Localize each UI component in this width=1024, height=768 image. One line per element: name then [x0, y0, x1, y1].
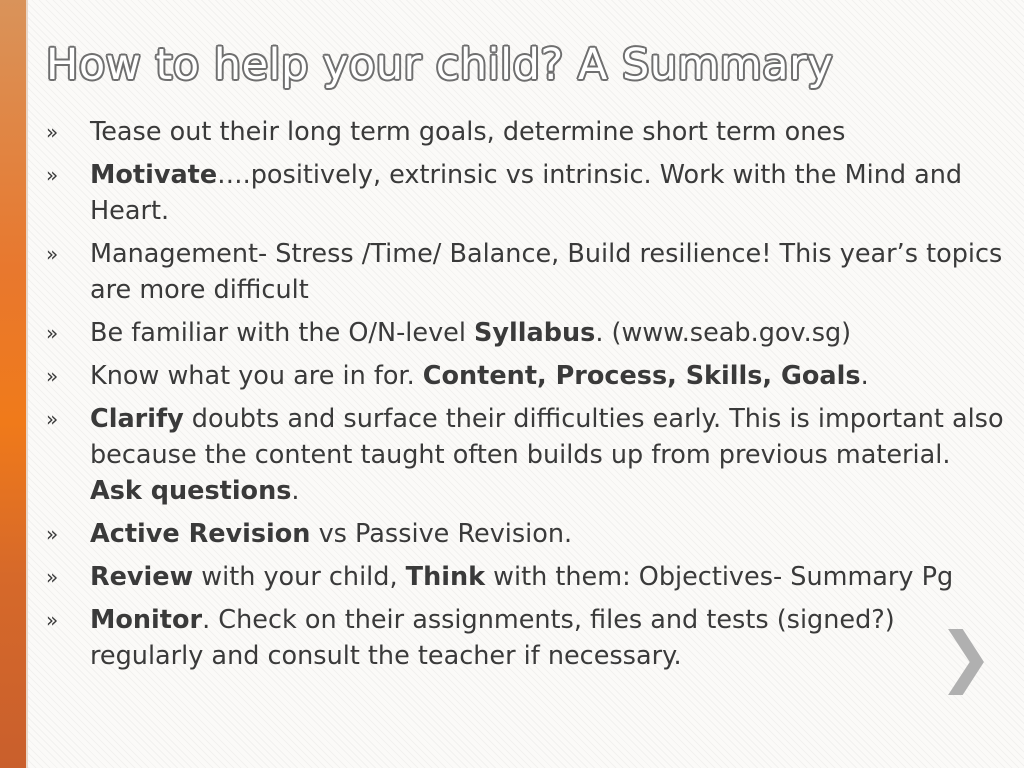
bullet-emphasis-text: Content, Process, Skills, Goals [422, 361, 861, 391]
bullet-text: Know what you are in for. [90, 361, 423, 391]
bullet-marker: » [46, 120, 59, 144]
bullet-text: . Check on their assignments, files and tests (signed?) regularly and consult the teacher if necessary. [90, 605, 895, 671]
bullet-text: Management- Stress /Time/ Balance, Build resilience! This year’s topics are more difficult [90, 239, 1003, 305]
bullet-text: . [291, 476, 300, 506]
bullet-list [44, 114, 1004, 681]
bullet-emphasis-text: Motivate [90, 160, 218, 190]
bullet-text: . (www.seab.gov.sg) [595, 318, 852, 348]
bullet-item [44, 559, 1004, 595]
bullet-marker: » [46, 608, 59, 632]
bullet-text: with them: Objectives- Summary Pg [485, 562, 954, 592]
bullet-text: Be familiar with the O/N-level [90, 318, 475, 348]
bullet-item [44, 236, 1004, 308]
bullet-item [44, 602, 1004, 674]
bullet-text: doubts and surface their difficulties early. This is important also because the content taught often builds up from previous material. [90, 404, 1004, 470]
accent-side-line [26, 0, 28, 768]
bullet-emphasis-text: Review [90, 562, 194, 592]
bullet-item [44, 358, 1004, 394]
bullet-item [44, 315, 1004, 351]
bullet-item [44, 114, 1004, 150]
bullet-marker: » [46, 163, 59, 187]
bullet-emphasis-text: Syllabus [474, 318, 596, 348]
bullet-text: ….positively, extrinsic vs intrinsic. Work with the Mind and Heart. [90, 160, 963, 226]
accent-side-bar [0, 0, 26, 768]
bullet-marker: » [46, 242, 59, 266]
bullet-emphasis-text: Monitor [90, 605, 203, 635]
slide-title: How to help your child? A Summary [46, 40, 834, 90]
bullet-item [44, 401, 1004, 509]
bullet-marker: » [46, 364, 59, 388]
bullet-text: . [860, 361, 869, 391]
bullet-text: Tease out their long term goals, determine short term ones [90, 117, 846, 147]
bullet-marker: » [46, 565, 59, 589]
next-slide-chevron-icon[interactable]: ❯ [938, 618, 994, 695]
bullet-emphasis-text: Clarify [90, 404, 184, 434]
bullet-marker: » [46, 321, 59, 345]
bullet-text: vs Passive Revision. [310, 519, 573, 549]
bullet-item [44, 157, 1004, 229]
bullet-marker: » [46, 407, 59, 431]
bullet-emphasis-text: Active Revision [90, 519, 311, 549]
bullet-emphasis-text: Think [405, 562, 486, 592]
bullet-emphasis-text: Ask questions [90, 476, 292, 506]
bullet-text: with your child, [193, 562, 406, 592]
bullet-marker: » [46, 522, 59, 546]
bullet-item [44, 516, 1004, 552]
